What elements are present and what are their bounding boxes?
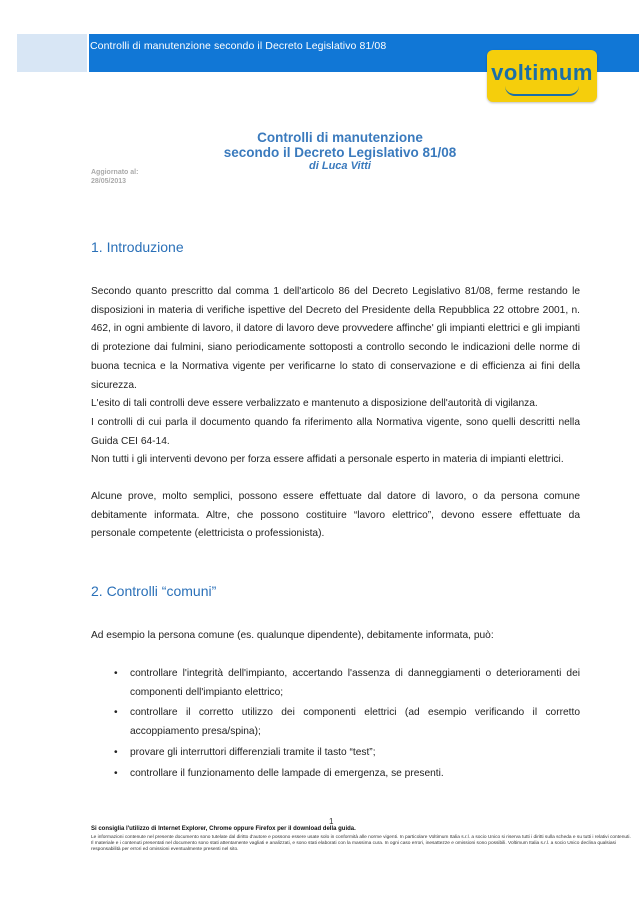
- bullet-icon: •: [114, 746, 118, 758]
- header-title: Controlli di manutenzione secondo il Decreto Legislativo 81/08: [90, 40, 387, 52]
- list-item-text: controllare l'integrità dell'impianto, accertando l'assenza di danneggiamenti o deterioramenti dei componenti dell'impianto elettrico;: [130, 668, 580, 698]
- logo-text: voltimum: [491, 60, 593, 85]
- list-item: [91, 704, 580, 741]
- paragraph-intro-3: I controlli di cui parla il documento quando fa riferimento alla Normativa vigente, sono quelli descritti nella Guida CEI 64-14.: [91, 417, 580, 447]
- bullet-icon: •: [114, 707, 118, 719]
- paragraph-intro-4: Non tutti i gli interventi devono per forza essere affidati a personale esperto in materia di impianti elettrici.: [91, 454, 564, 465]
- paragraph-intro-1: Secondo quanto prescritto dal comma 1 dell'articolo 86 del Decreto Legislativo 81/08, ferme restando le disposizioni in materia di verifiche ispettive del Decreto del Presidente della Repubblica 22 ottobre 2001, n. 462, in ogni ambiente di lavoro, il datore di lavoro deve provvedere affinche' gli impianti elettrici e gli impianti di protezione dai fulmini, siano periodicamente sottoposti a controllo secondo le indicazioni delle norme di buona tecnica e la Normativa vigente per verificarne lo stato di conservazione e di efficienza ai fini della sicurezza.: [91, 286, 580, 391]
- list-item-text: controllare il corretto utilizzo dei componenti elettrici (ad esempio verificando il corretto accoppiamento presa/spina);: [130, 707, 580, 738]
- controls-list: [91, 665, 580, 785]
- document-author: di Luca Vitti: [309, 160, 371, 172]
- paragraph-intro-2: L'esito di tali controlli deve essere verbalizzato e mantenuto a disposizione dell'autorità di vigilanza.: [91, 398, 538, 409]
- voltimum-logo: [487, 50, 597, 102]
- logo-swoosh-icon: [505, 86, 579, 96]
- document-title-line2: secondo il Decreto Legislativo 81/08: [223, 145, 457, 160]
- list-item-text: provare gli interruttori differenziali tramite il tasto “test”;: [130, 746, 376, 758]
- list-item-text: controllare il funzionamento delle lampade di emergenza, se presenti.: [130, 767, 444, 779]
- footer-recommendation: Si consiglia l'utilizzo di Internet Explorer, Chrome oppure Firefox per il download della guida.: [91, 826, 356, 832]
- list-item: [91, 744, 580, 763]
- list-item: [91, 665, 580, 702]
- section-heading-controlli-comuni: 2. Controlli “comuni”: [91, 583, 217, 599]
- list-item: [91, 765, 580, 784]
- update-label: Aggiornato al:: [91, 169, 139, 176]
- paragraph-intro-5: Alcune prove, molto semplici, possono essere effettuate dal datore di lavoro, o da persona comune debitamente informata. Altre, che possono costituire “lavoro elettrico”, devono essere effettuate da personale competente (elettricista o professionista).: [91, 491, 580, 540]
- footer-disclaimer: Le informazioni contenute nel presente documento sono tutelate dal diritto d'autore e possono essere usate solo in conformità alle norme vigenti. In particolare Voltimum Italia s.r.l. a socio Unico si riserva tutti i diritti sulla scheda e su tutti i relativi contenuti. Il materiale e i contenuti presentati nel documento sono stati attentamente vagliati e analizzati, e sono stati elaborati con la massima cura. In ogni caso errori, inesattezze e omissioni sono possibili. Voltimum Italia s.r.l. a socio Unico declina qualsiasi responsabilità per errori ed omissioni eventualmente presenti nel sito.: [91, 835, 631, 853]
- bullet-icon: •: [114, 767, 118, 779]
- paragraph-section2-intro: Ad esempio la persona comune (es. qualunque dipendente), debitamente informata, può:: [91, 630, 494, 641]
- update-info: [91, 168, 138, 186]
- document-title: [190, 130, 490, 160]
- header-accent-block: [17, 34, 87, 72]
- section-heading-introduction: 1. Introduzione: [91, 239, 184, 255]
- page-number: 1: [329, 817, 334, 826]
- document-title-line1: Controlli di manutenzione: [257, 130, 423, 145]
- update-date: 28/05/2013: [91, 178, 127, 185]
- bullet-icon: •: [114, 668, 118, 679]
